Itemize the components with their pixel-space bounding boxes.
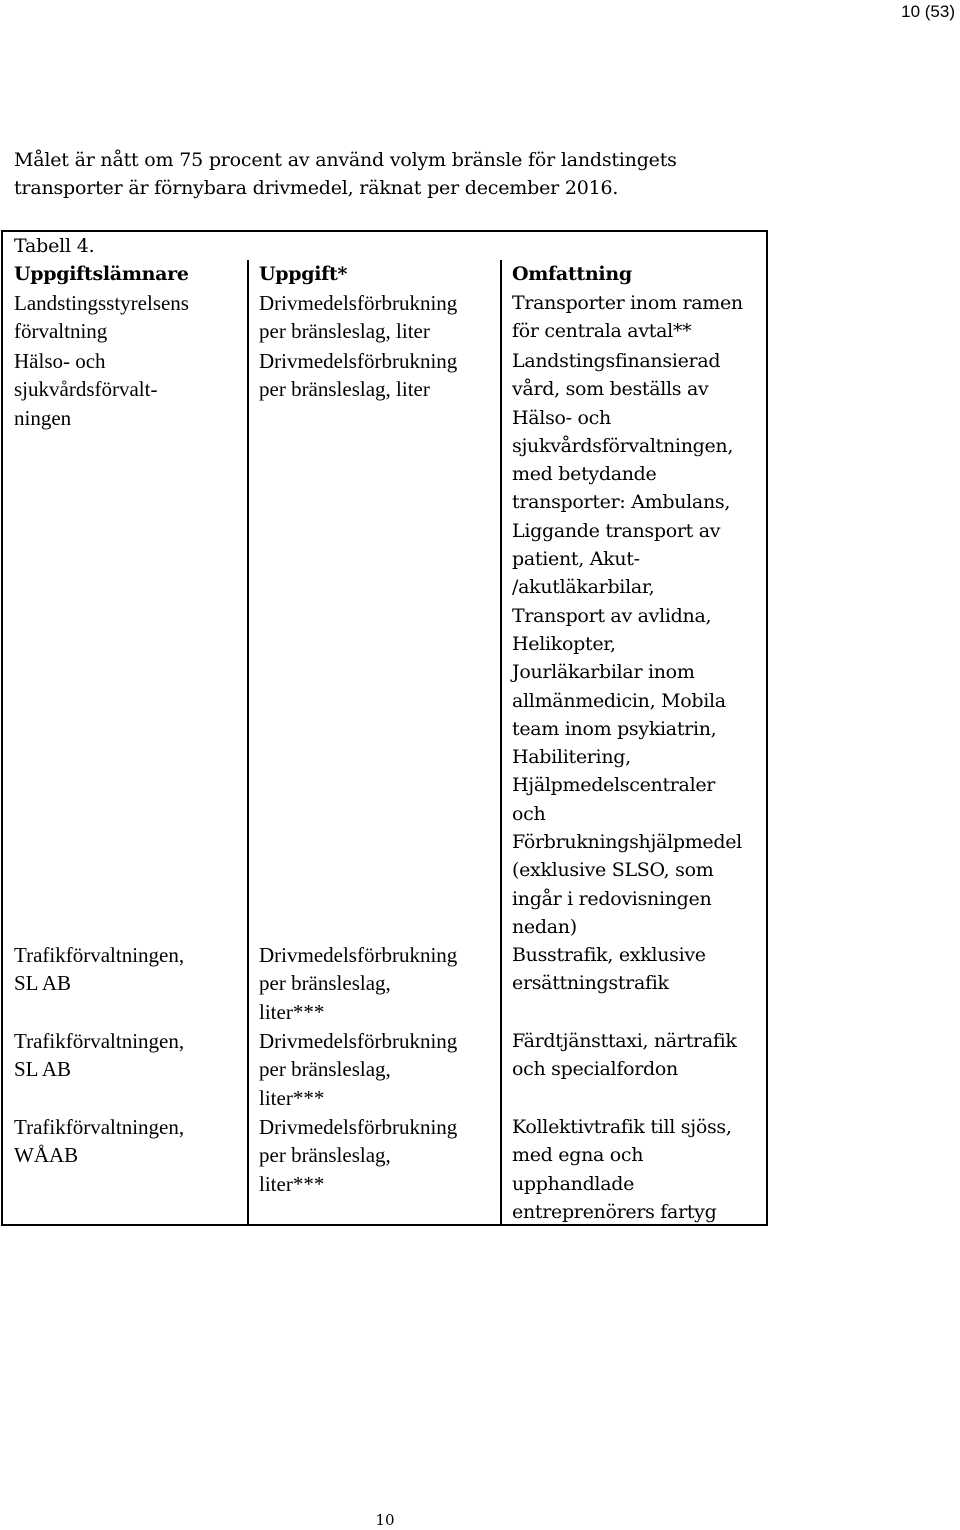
row-1-provider: Landstingsstyrelsens förvaltning bbox=[14, 291, 189, 344]
row-5-task: Drivmedelsförbrukning per bränsleslag, liter*** bbox=[259, 1115, 458, 1196]
intro-line-1: Målet är nått om 75 procent av använd volym bränsle för landstingets bbox=[14, 149, 677, 171]
page-number-bottom: 10 bbox=[375, 1511, 395, 1529]
row-3-task: Drivmedelsförbrukning per bränsleslag, liter*** bbox=[259, 943, 458, 1024]
intro-paragraph bbox=[14, 146, 934, 202]
row-2-scope: Landstingsfinansierad vård, som beställs av Hälso- och sjukvårdsförvaltningen, med betydande transporter: Ambulans, Liggande transport av patient, Akut- /akutläkarbilar, Transport av avlidna, Helikopter, Jourläkarbilar inom allmänmedicin, Mobila team inom psykiatrin, Habilitering, Hjälpmedelscentraler och Förbrukningshjälpmedel (exklusive SLSO, som ingår i redovisningen nedan) bbox=[512, 350, 742, 938]
row-3-scope: Busstrafik, exklusive ersättningstrafik bbox=[512, 944, 706, 995]
row-4-provider: Trafikförvaltningen, SL AB bbox=[14, 1029, 185, 1082]
column-header-task: Uppgift* bbox=[259, 263, 348, 285]
column-header-scope: Omfattning bbox=[512, 263, 632, 285]
row-1-task: Drivmedelsförbrukning per bränsleslag, liter bbox=[259, 291, 458, 344]
column-header-provider: Uppgiftslämnare bbox=[14, 263, 189, 285]
row-2-task: Drivmedelsförbrukning per bränsleslag, liter bbox=[259, 349, 458, 402]
row-1-scope: Transporter inom ramen för centrala avtal** bbox=[512, 292, 743, 343]
row-2-provider: Hälso- och sjukvårdsförvalt- ningen bbox=[14, 349, 158, 430]
row-4-scope: Färdtjänsttaxi, närtrafik och specialfordon bbox=[512, 1030, 737, 1081]
row-5-provider: Trafikförvaltningen, WÅAB bbox=[14, 1115, 185, 1168]
row-5-scope: Kollektivtrafik till sjöss, med egna och upphandlade entreprenörers fartyg bbox=[512, 1116, 732, 1223]
row-4-task: Drivmedelsförbrukning per bränsleslag, liter*** bbox=[259, 1029, 458, 1110]
page-number-top: 10 (53) bbox=[901, 2, 955, 21]
table-caption: Tabell 4. bbox=[14, 235, 95, 257]
intro-line-2: transporter är förnybara drivmedel, räknat per december 2016. bbox=[14, 177, 619, 199]
row-3-provider: Trafikförvaltningen, SL AB bbox=[14, 943, 185, 996]
